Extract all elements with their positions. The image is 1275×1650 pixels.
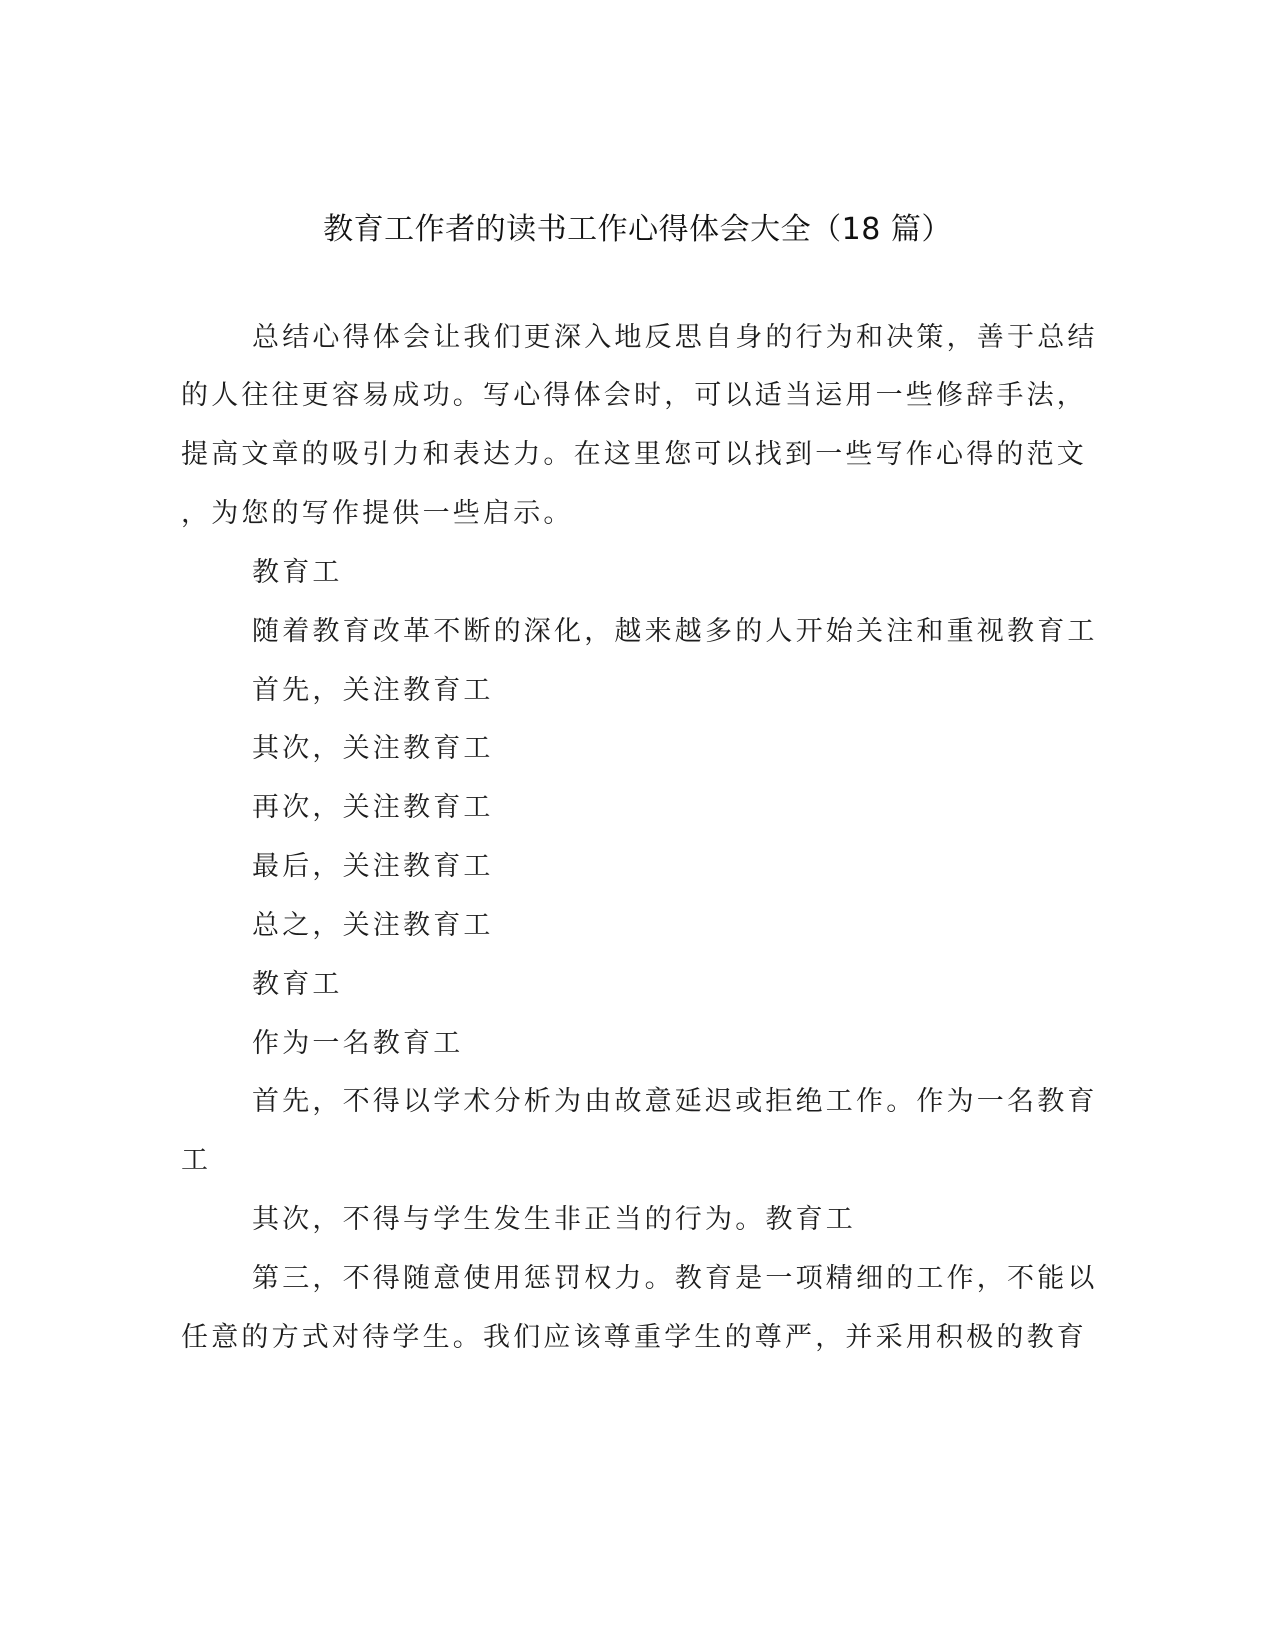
paragraph-line: 提高文章的吸引力和表达力。在这里您可以找到一些写作心得的范文: [181, 439, 1087, 470]
paragraph-line: 首先，关注教育工: [252, 675, 494, 706]
paragraph-line: 任意的方式对待学生。我们应该尊重学生的尊严，并采用积极的教育: [181, 1322, 1087, 1353]
paragraph-line: 随着教育改革不断的深化，越来越多的人开始关注和重视教育工: [252, 616, 1098, 647]
paragraph-line: 再次，关注教育工: [252, 792, 494, 823]
paragraph-line: 总之，关注教育工: [252, 910, 494, 941]
paragraph-line: 其次，关注教育工: [252, 733, 494, 764]
paragraph-line: 第三，不得随意使用惩罚权力。教育是一项精细的工作，不能以: [252, 1263, 1098, 1294]
paragraph-line: 总结心得体会让我们更深入地反思自身的行为和决策，善于总结: [252, 322, 1098, 353]
paragraph-line: 其次，不得与学生发生非正当的行为。教育工: [252, 1204, 856, 1235]
paragraph-line: 首先，不得以学术分析为由故意延迟或拒绝工作。作为一名教育: [252, 1086, 1098, 1117]
paragraph-line: 教育工: [252, 557, 343, 588]
paragraph-line: ，为您的写作提供一些启示。: [181, 498, 574, 529]
paragraph-line: 最后，关注教育工: [252, 851, 494, 882]
paragraph-line: 工: [181, 1145, 212, 1176]
paragraph-line: 教育工: [252, 969, 343, 1000]
paragraph-line: 的人往往更容易成功。写心得体会时，可以适当运用一些修辞手法，: [181, 380, 1087, 411]
document-title: 教育工作者的读书工作心得体会大全（18 篇）: [323, 212, 952, 247]
paragraph-line: 作为一名教育工: [252, 1028, 464, 1059]
